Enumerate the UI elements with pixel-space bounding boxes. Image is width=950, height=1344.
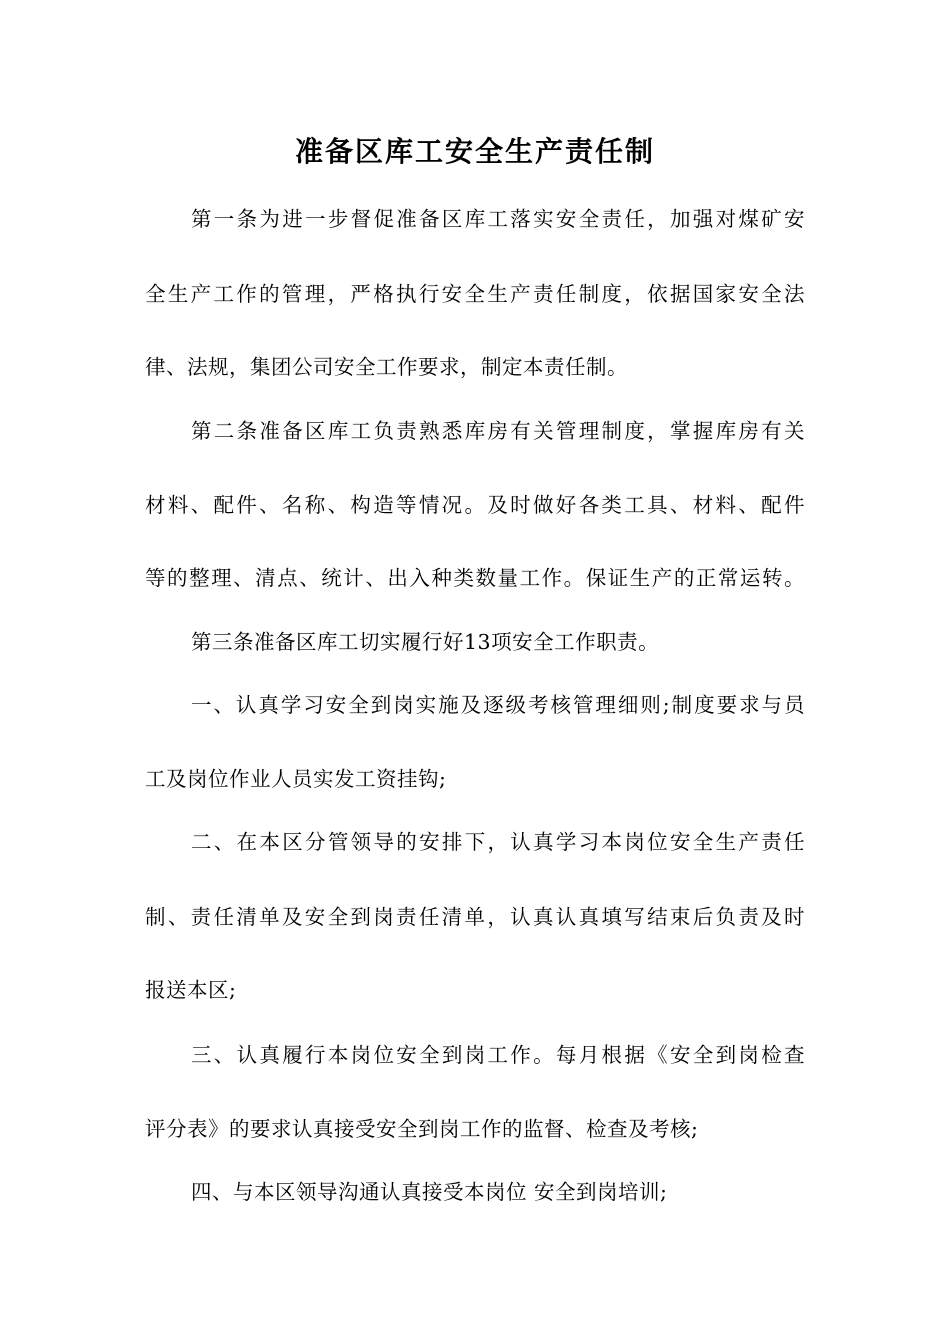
text-line: 四、与本区领导沟通认真接受本岗位 安全到岗培训; (191, 1180, 668, 1204)
text-line: 报送本区; (145, 978, 237, 1002)
text-line: 三、认真履行本岗位安全到岗工作。每月根据《安全到岗检查 (191, 1043, 805, 1067)
text-line: 评分表》的要求认真接受安全到岗工作的监督、检查及考核; (145, 1117, 699, 1141)
text-line: 工及岗位作业人员实发工资挂钩; (145, 767, 447, 791)
text-line: 一、认真学习安全到岗实施及逐级考核管理细则;制度要求与员 (191, 693, 805, 717)
text-line: 全生产工作的管理，严格执行安全生产责任制度，依据国家安全法 (145, 282, 805, 306)
text-line: 第二条准备区库工负责熟悉库房有关管理制度，掌握库房有关 (191, 419, 805, 443)
text-line: 制、责任清单及安全到岗责任清单，认真认真填写结束后负责及时 (145, 905, 805, 929)
document-title: 准备区库工安全生产责任制 (294, 135, 655, 168)
text-line: 第三条准备区库工切实履行好13项安全工作职责。 (191, 630, 660, 654)
text-line: 律、法规，集团公司安全工作要求，制定本责任制。 (145, 355, 628, 379)
text-line: 第一条为进一步督促准备区库工落实安全责任，加强对煤矿安 (191, 207, 805, 231)
text-line: 材料、配件、名称、构造等情况。及时做好各类工具、材料、配件 (145, 493, 805, 517)
text-line: 二、在本区分管领导的安排下，认真学习本岗位安全生产责任 (191, 830, 805, 854)
text-line: 等的整理、清点、统计、出入种类数量工作。保证生产的正常运转。 (145, 566, 805, 590)
